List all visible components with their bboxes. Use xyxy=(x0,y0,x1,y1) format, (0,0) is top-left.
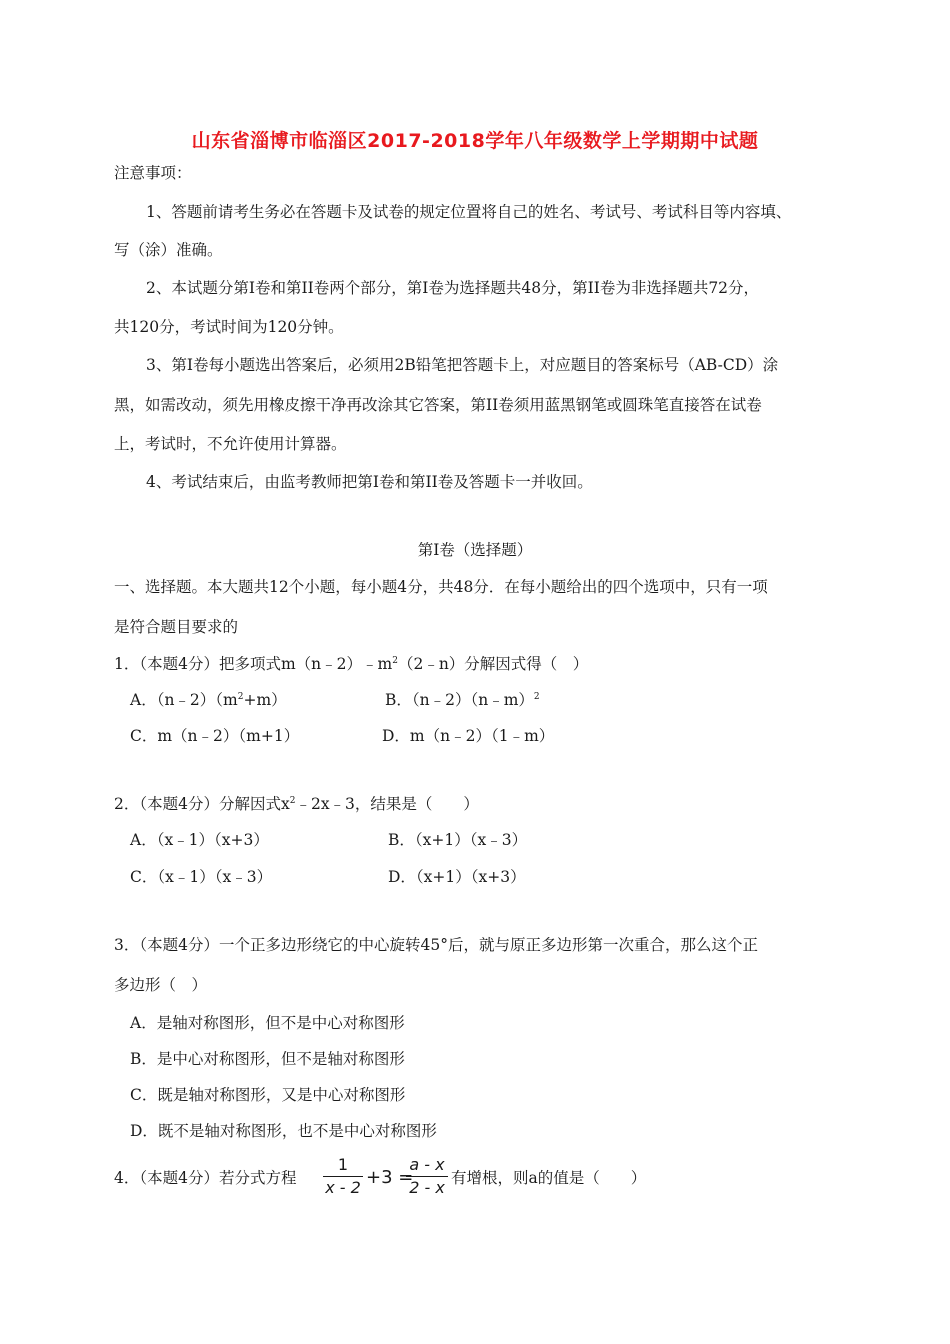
fraction-2-denominator: 2 - x xyxy=(409,1178,445,1197)
fraction-bar xyxy=(406,1176,448,1177)
section-intro-line-2: 是符合题目要求的 xyxy=(114,618,239,636)
notice-item-1-line-1: 1、答题前请考生务必在答题卡及试卷的规定位置将自己的姓名、考试号、考试科目等内容填、 xyxy=(146,203,792,221)
question-2-option-a[interactable]: A．（x﹣1）（x+3） xyxy=(130,831,269,849)
question-2-option-b[interactable]: B．（x+1）（x﹣3） xyxy=(388,831,528,849)
question-3-option-a[interactable]: A．是轴对称图形，但不是中心对称图形 xyxy=(130,1014,405,1032)
notice-item-2-line-1: 2、本试题分第I卷和第II卷两个部分，第I卷为选择题共48分，第II卷为非选择题共72分， xyxy=(146,279,760,297)
question-4-stem-part-a: 4．（本题4分）若分式方程 xyxy=(114,1169,297,1187)
notice-item-3-line-2: 黑，如需改动，须先用橡皮擦干净再改涂其它答案，第II卷须用蓝黑钢笔或圆珠笔直接答在试卷 xyxy=(114,396,762,414)
question-3-option-b[interactable]: B．是中心对称图形，但不是轴对称图形 xyxy=(130,1050,405,1068)
section-intro-line-1: 一、选择题。本大题共12个小题，每小题4分，共48分．在每小题给出的四个选项中，只有一项 xyxy=(114,578,768,596)
question-4-fraction-2 xyxy=(406,1155,448,1198)
notice-item-3-line-1: 3、第I卷每小题选出答案后，必须用2B铅笔把答题卡上，对应题目的答案标号（AB-CD）涂 xyxy=(146,356,779,374)
option-text: A．（n﹣2）（m xyxy=(130,691,238,709)
question-2-stem xyxy=(114,794,479,814)
fraction-1-denominator: x - 2 xyxy=(325,1178,361,1197)
question-3-option-c[interactable]: C．既是轴对称图形，又是中心对称图形 xyxy=(130,1086,406,1104)
question-1-stem-part-b: （2﹣n）分解因式得（ ） xyxy=(397,655,589,673)
document-title: 山东省淄博市临淄区2017-2018学年八年级数学上学期期中试题 xyxy=(191,130,759,152)
option-exponent: 2 xyxy=(237,692,244,702)
question-1-option-d[interactable]: D．m（n﹣2）（1﹣m） xyxy=(382,727,555,745)
question-2-stem-part-a: 2．（本题4分）分解因式x xyxy=(114,795,290,813)
notice-item-4: 4、考试结束后，由监考教师把第I卷和第II卷及答题卡一并收回。 xyxy=(146,473,593,491)
question-2-stem-exponent: 2 xyxy=(289,796,296,806)
question-1-stem-exponent: 2 xyxy=(392,656,398,666)
notice-item-1-line-2: 写（涂）准确。 xyxy=(114,241,223,259)
option-exponent: 2 xyxy=(533,692,540,702)
section-title: 第I卷（选择题） xyxy=(417,541,533,559)
question-1-stem-part-a: 1．（本题4分）把多项式m（n﹣2）﹣m xyxy=(114,655,393,673)
question-1-stem xyxy=(114,654,588,674)
question-3-option-d[interactable]: D．既不是轴对称图形，也不是中心对称图形 xyxy=(130,1122,437,1140)
fraction-bar xyxy=(323,1176,363,1177)
question-3-stem-line-2: 多边形（ ） xyxy=(114,976,208,994)
question-1-option-a[interactable] xyxy=(130,690,287,710)
question-2-option-d[interactable]: D．（x+1）（x+3） xyxy=(388,868,526,886)
question-4-fraction-1 xyxy=(323,1155,363,1198)
question-1-option-c[interactable]: C．m（n﹣2）（m+1） xyxy=(130,727,300,745)
notice-item-3-line-3: 上，考试时，不允许使用计算器。 xyxy=(114,435,347,453)
notice-heading: 注意事项： xyxy=(114,164,192,182)
option-text: +m） xyxy=(243,691,287,709)
notice-item-2-line-2: 共120分，考试时间为120分钟。 xyxy=(114,318,344,336)
question-2-stem-part-b: ﹣2x﹣3，结果是（ ） xyxy=(295,795,479,813)
fraction-2-numerator: a - x xyxy=(409,1155,445,1174)
question-4-stem-part-b: 有增根，则a的值是（ ） xyxy=(451,1169,647,1187)
fraction-1-numerator: 1 xyxy=(337,1155,349,1174)
question-3-stem-line-1: 3．（本题4分）一个正多边形绕它的中心旋转45°后，就与原正多边形第一次重合，那么这个正 xyxy=(114,936,758,954)
question-2-option-c[interactable]: C．（x﹣1）（x﹣3） xyxy=(130,868,273,886)
question-4-plus-three-equals: +3 = xyxy=(366,1167,414,1188)
option-text: B．（n﹣2）（n﹣m） xyxy=(385,691,534,709)
question-1-option-b[interactable] xyxy=(385,690,540,710)
